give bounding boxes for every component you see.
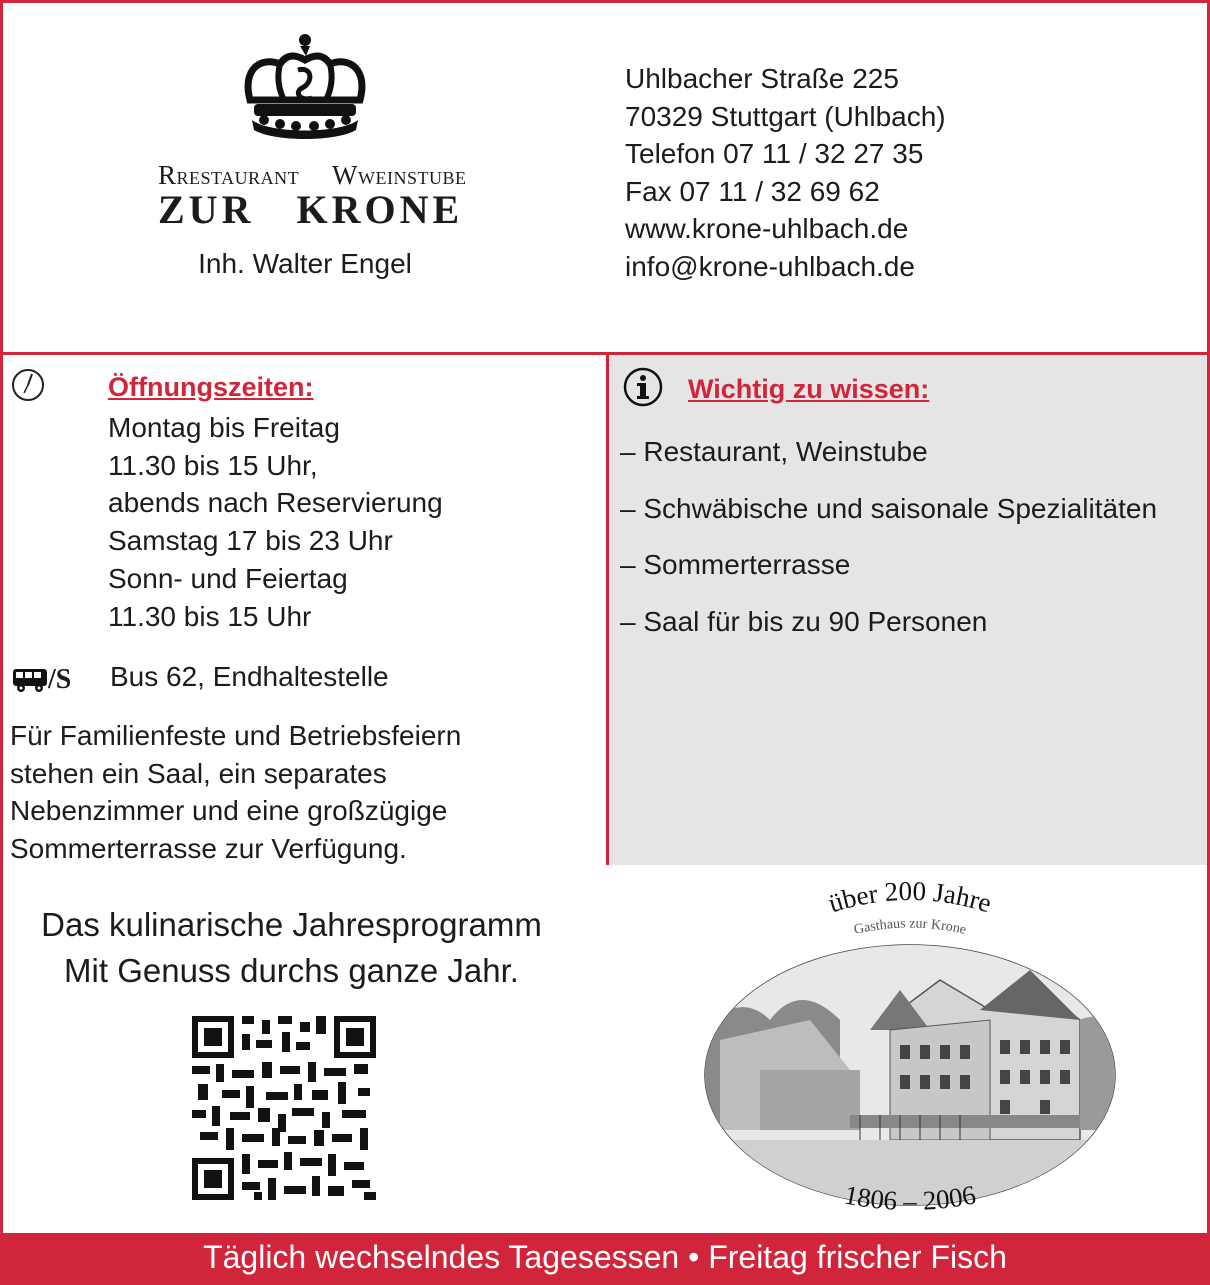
family-text (10, 717, 461, 867)
anniversary-title: über 200 Jahre (825, 875, 995, 919)
qr-code[interactable] (192, 1016, 376, 1200)
clock-icon (10, 367, 46, 403)
contact-block (625, 60, 946, 285)
logo (150, 30, 460, 142)
family-line: Nebenzimmer und eine großzügige (10, 795, 448, 826)
footer-banner: Täglich wechselndes Tagesessen • Freitag frischer Fisch (0, 1233, 1210, 1285)
hours-line: Sonn- und Feiertag (108, 562, 348, 594)
info-item: – Saal für bis zu 90 Personen (620, 605, 988, 637)
info-heading: Wichtig zu wissen: (688, 374, 930, 404)
hours-line: Montag bis Freitag (108, 412, 340, 443)
contact-street: Uhlbacher Straße 225 (625, 63, 899, 94)
family-line: stehen ein Saal, ein separates (10, 757, 387, 789)
logo-weinstube: WWEINSTUBE (332, 160, 467, 190)
family-line: Für Familienfeste und Betriebsfeiern (10, 720, 462, 751)
program-line-2: Mit Genuss durchs ganze Jahr. (64, 952, 519, 989)
contact-web[interactable]: www.krone-uhlbach.de (625, 213, 909, 244)
info-item: – Sommerterrasse (620, 549, 851, 580)
crown-icon (240, 30, 370, 142)
vintage-building-image (700, 870, 1120, 1230)
program-line-1: Das kulinarische Jahresprogramm (41, 906, 542, 943)
info-list (620, 436, 1157, 662)
hours-heading: Öffnungszeiten: (108, 372, 314, 402)
anniversary-years: 1806 – 2006 (841, 1179, 979, 1216)
hours-line: 11.30 bis 15 Uhr (108, 600, 312, 632)
sbahn-icon: /S (48, 664, 72, 695)
owner-name: Inh. Walter Engel (198, 248, 412, 279)
anniversary-caption: Gasthaus zur Krone (852, 916, 968, 938)
contact-fax: Fax 07 11 / 32 69 62 (625, 175, 880, 207)
hours-line: 11.30 bis 15 Uhr, (108, 449, 318, 481)
info-item: – Restaurant, Weinstube (620, 436, 928, 467)
info-icon (622, 366, 664, 408)
program-text (0, 902, 583, 994)
contact-phone[interactable]: Telefon 07 11 / 32 27 35 (625, 138, 924, 169)
bus-text: Bus 62, Endhaltestelle (110, 661, 389, 692)
hours-line: Samstag 17 bis 23 Uhr (108, 525, 393, 557)
bus-sbahn-icon (12, 664, 71, 696)
info-item: – Schwäbische und saisonale Spezialitäten (620, 492, 1158, 524)
logo-restaurant: RRESTAURANT (158, 160, 300, 190)
family-line: Sommerterrasse zur Verfügung. (10, 832, 407, 864)
logo-name: ZUR KRONE (158, 187, 464, 232)
contact-email[interactable]: info@krone-uhlbach.de (625, 250, 915, 282)
hours-line: abends nach Reservierung (108, 487, 443, 519)
contact-city: 70329 Stuttgart (Uhlbach) (625, 100, 946, 132)
bus-icon (12, 666, 48, 694)
hours-list (108, 409, 443, 635)
